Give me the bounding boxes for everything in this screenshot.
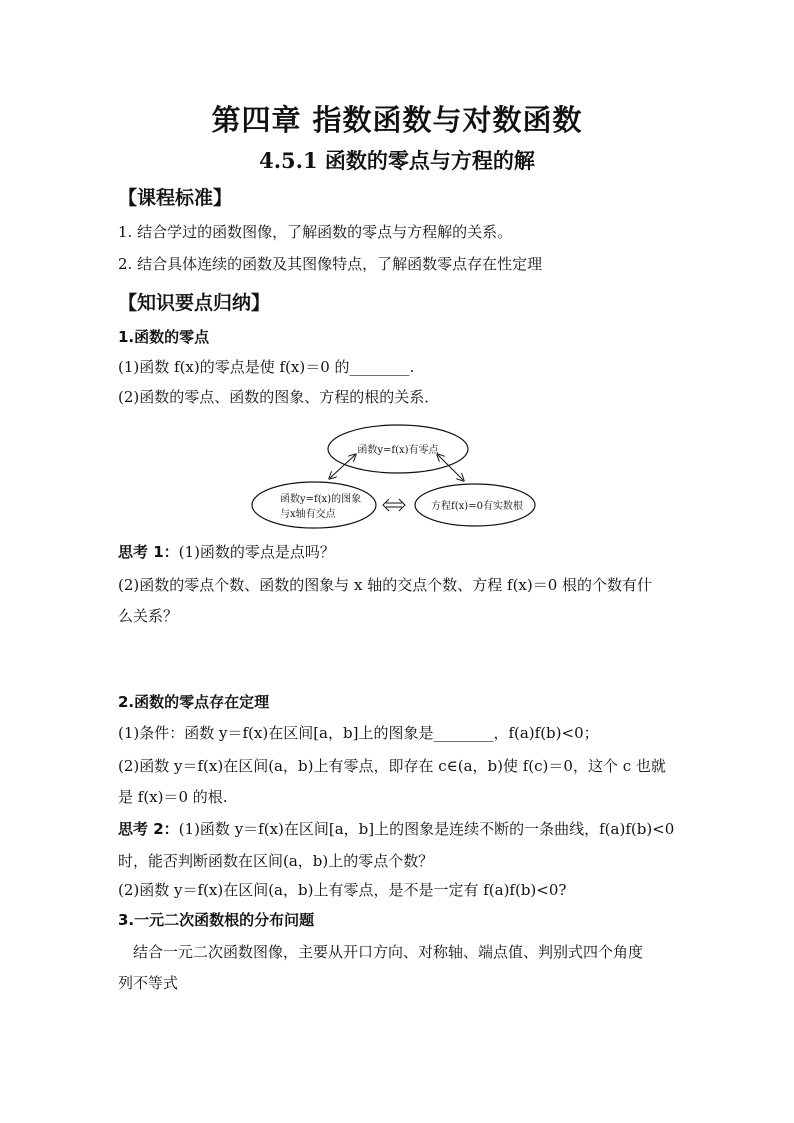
left-node-label-2: 与x轴有交点 bbox=[280, 509, 336, 520]
s3-p1-line2: 列不等式 bbox=[118, 974, 179, 992]
think1-q2-line2: 么关系？ bbox=[118, 607, 179, 625]
s2-p2-line1: (2)函数 y＝f(x)在区间(a，b)上有零点，即存在 c∈(a，b)使 f(c)＝0，这个 c 也就 bbox=[118, 757, 666, 775]
think2-q2: (2)函数 y＝f(x)在区间(a，b)上有零点，是不是一定有 f(a)f(b)<0? bbox=[118, 881, 567, 899]
left-node-label-1: 函数y=f(x)的图象 bbox=[280, 494, 362, 505]
think1-label: 思考 1： bbox=[118, 543, 179, 561]
left-ellipse bbox=[252, 482, 376, 528]
knowledge-heading: 【知识要点归纳】 bbox=[118, 292, 271, 314]
chapter-title: 第四章 指数函数与对数函数 bbox=[211, 103, 583, 137]
s3-title: 3.一元二次函数根的分布问题 bbox=[118, 911, 315, 929]
think2-q1-line1 bbox=[118, 819, 674, 839]
right-node-label: 方程f(x)=0有实数根 bbox=[431, 501, 523, 512]
s3-p1-line1: 结合一元二次函数图像，主要从开口方向、对称轴、端点值、判别式四个角度 bbox=[133, 943, 644, 961]
think1-q1 bbox=[118, 542, 335, 562]
standards-item: 2. 结合具体连续的函数及其图像特点，了解函数零点存在性定理 bbox=[118, 255, 543, 273]
top-node-label: 函数y=f(x)有零点 bbox=[357, 445, 439, 456]
think1-q1-text: (1)函数的零点是点吗？ bbox=[178, 543, 335, 561]
think2-label: 思考 2： bbox=[118, 820, 179, 838]
section-title: 4.5.1 函数的零点与方程的解 bbox=[259, 148, 535, 173]
s1-p1: (1)函数 f(x)的零点是使 f(x)＝0 的________. bbox=[118, 358, 415, 376]
think2-q1-text: (1)函数 y＝f(x)在区间[a，b]上的图象是连续不断的一条曲线，f(a)f(b)<0 bbox=[178, 820, 675, 838]
standards-heading: 【课程标准】 bbox=[118, 187, 233, 209]
s2-title: 2.函数的零点存在定理 bbox=[118, 693, 270, 711]
double-arrow bbox=[383, 499, 405, 511]
standards-item: 1. 结合学过的函数图像，了解函数的零点与方程解的关系。 bbox=[118, 223, 513, 241]
s1-p2: (2)函数的零点、函数的图象、方程的根的关系． bbox=[118, 388, 440, 406]
zero-relation-diagram bbox=[250, 418, 540, 530]
s2-p2-line2: 是 f(x)＝0 的根. bbox=[118, 788, 228, 806]
think2-q1-line2: 时，能否判断函数在区间(a，b)上的零点个数？ bbox=[118, 852, 434, 870]
s1-title: 1.函数的零点 bbox=[118, 328, 210, 346]
s2-p1: (1)条件：函数 y＝f(x)在区间[a，b]上的图象是________，f(a)f(b)<0； bbox=[118, 724, 599, 742]
think1-q2-line1: (2)函数的零点个数、函数的图象与 x 轴的交点个数、方程 f(x)＝0 根的个数有什 bbox=[118, 576, 653, 594]
